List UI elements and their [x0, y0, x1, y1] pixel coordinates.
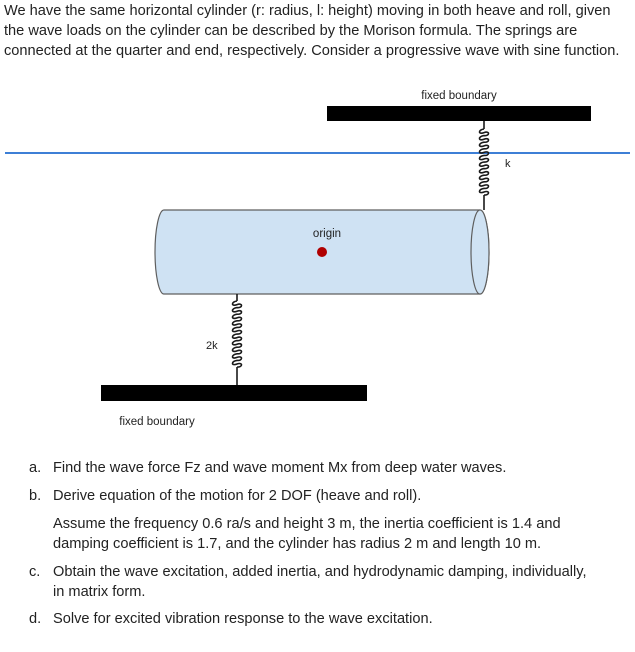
top-fixed-boundary	[327, 106, 591, 121]
cylinder-figure	[0, 85, 635, 435]
question-letter: a.	[29, 460, 42, 476]
origin-label: origin	[312, 228, 342, 240]
bottom-boundary-label: fixed boundary	[119, 416, 195, 428]
question-letter: c.	[29, 564, 41, 580]
bottom-spring-label: 2k	[206, 340, 218, 352]
cylinder-end-cap	[471, 210, 489, 294]
question-letter: b.	[29, 488, 42, 504]
question-text: Solve for excited vibration response to the wave excitation.	[53, 611, 433, 627]
assumption-note: Assume the frequency 0.6 ra/s and height 3 m, the inertia coefficient is 1.4 and damping coefficient is 1.7, and the cylinder has radius 2 m and length 10 m.	[53, 516, 561, 552]
question-text: Find the wave force Fz and wave moment Mx from deep water waves.	[53, 460, 507, 476]
top-spring	[480, 121, 489, 210]
top-boundary-label: fixed boundary	[421, 90, 497, 102]
question-text: Obtain the wave excitation, added inertia, and hydrodynamic damping, individually, in matrix form.	[53, 564, 587, 600]
origin-dot	[317, 247, 327, 257]
question-letter: d.	[29, 611, 42, 627]
bottom-spring	[233, 294, 242, 385]
bottom-fixed-boundary	[101, 385, 367, 401]
problem-statement: We have the same horizontal cylinder (r: radius, l: height) moving in both heave and roll, given the wave loads on the cylinder can be described by the Morison formula. The springs are connected at the quarter and end, respectively. Consider a progressive wave with sine function.	[4, 3, 620, 59]
top-spring-label: k	[505, 158, 511, 170]
question-text: Derive equation of the motion for 2 DOF (heave and roll).	[53, 488, 422, 504]
cylinder-diagram	[0, 85, 635, 435]
